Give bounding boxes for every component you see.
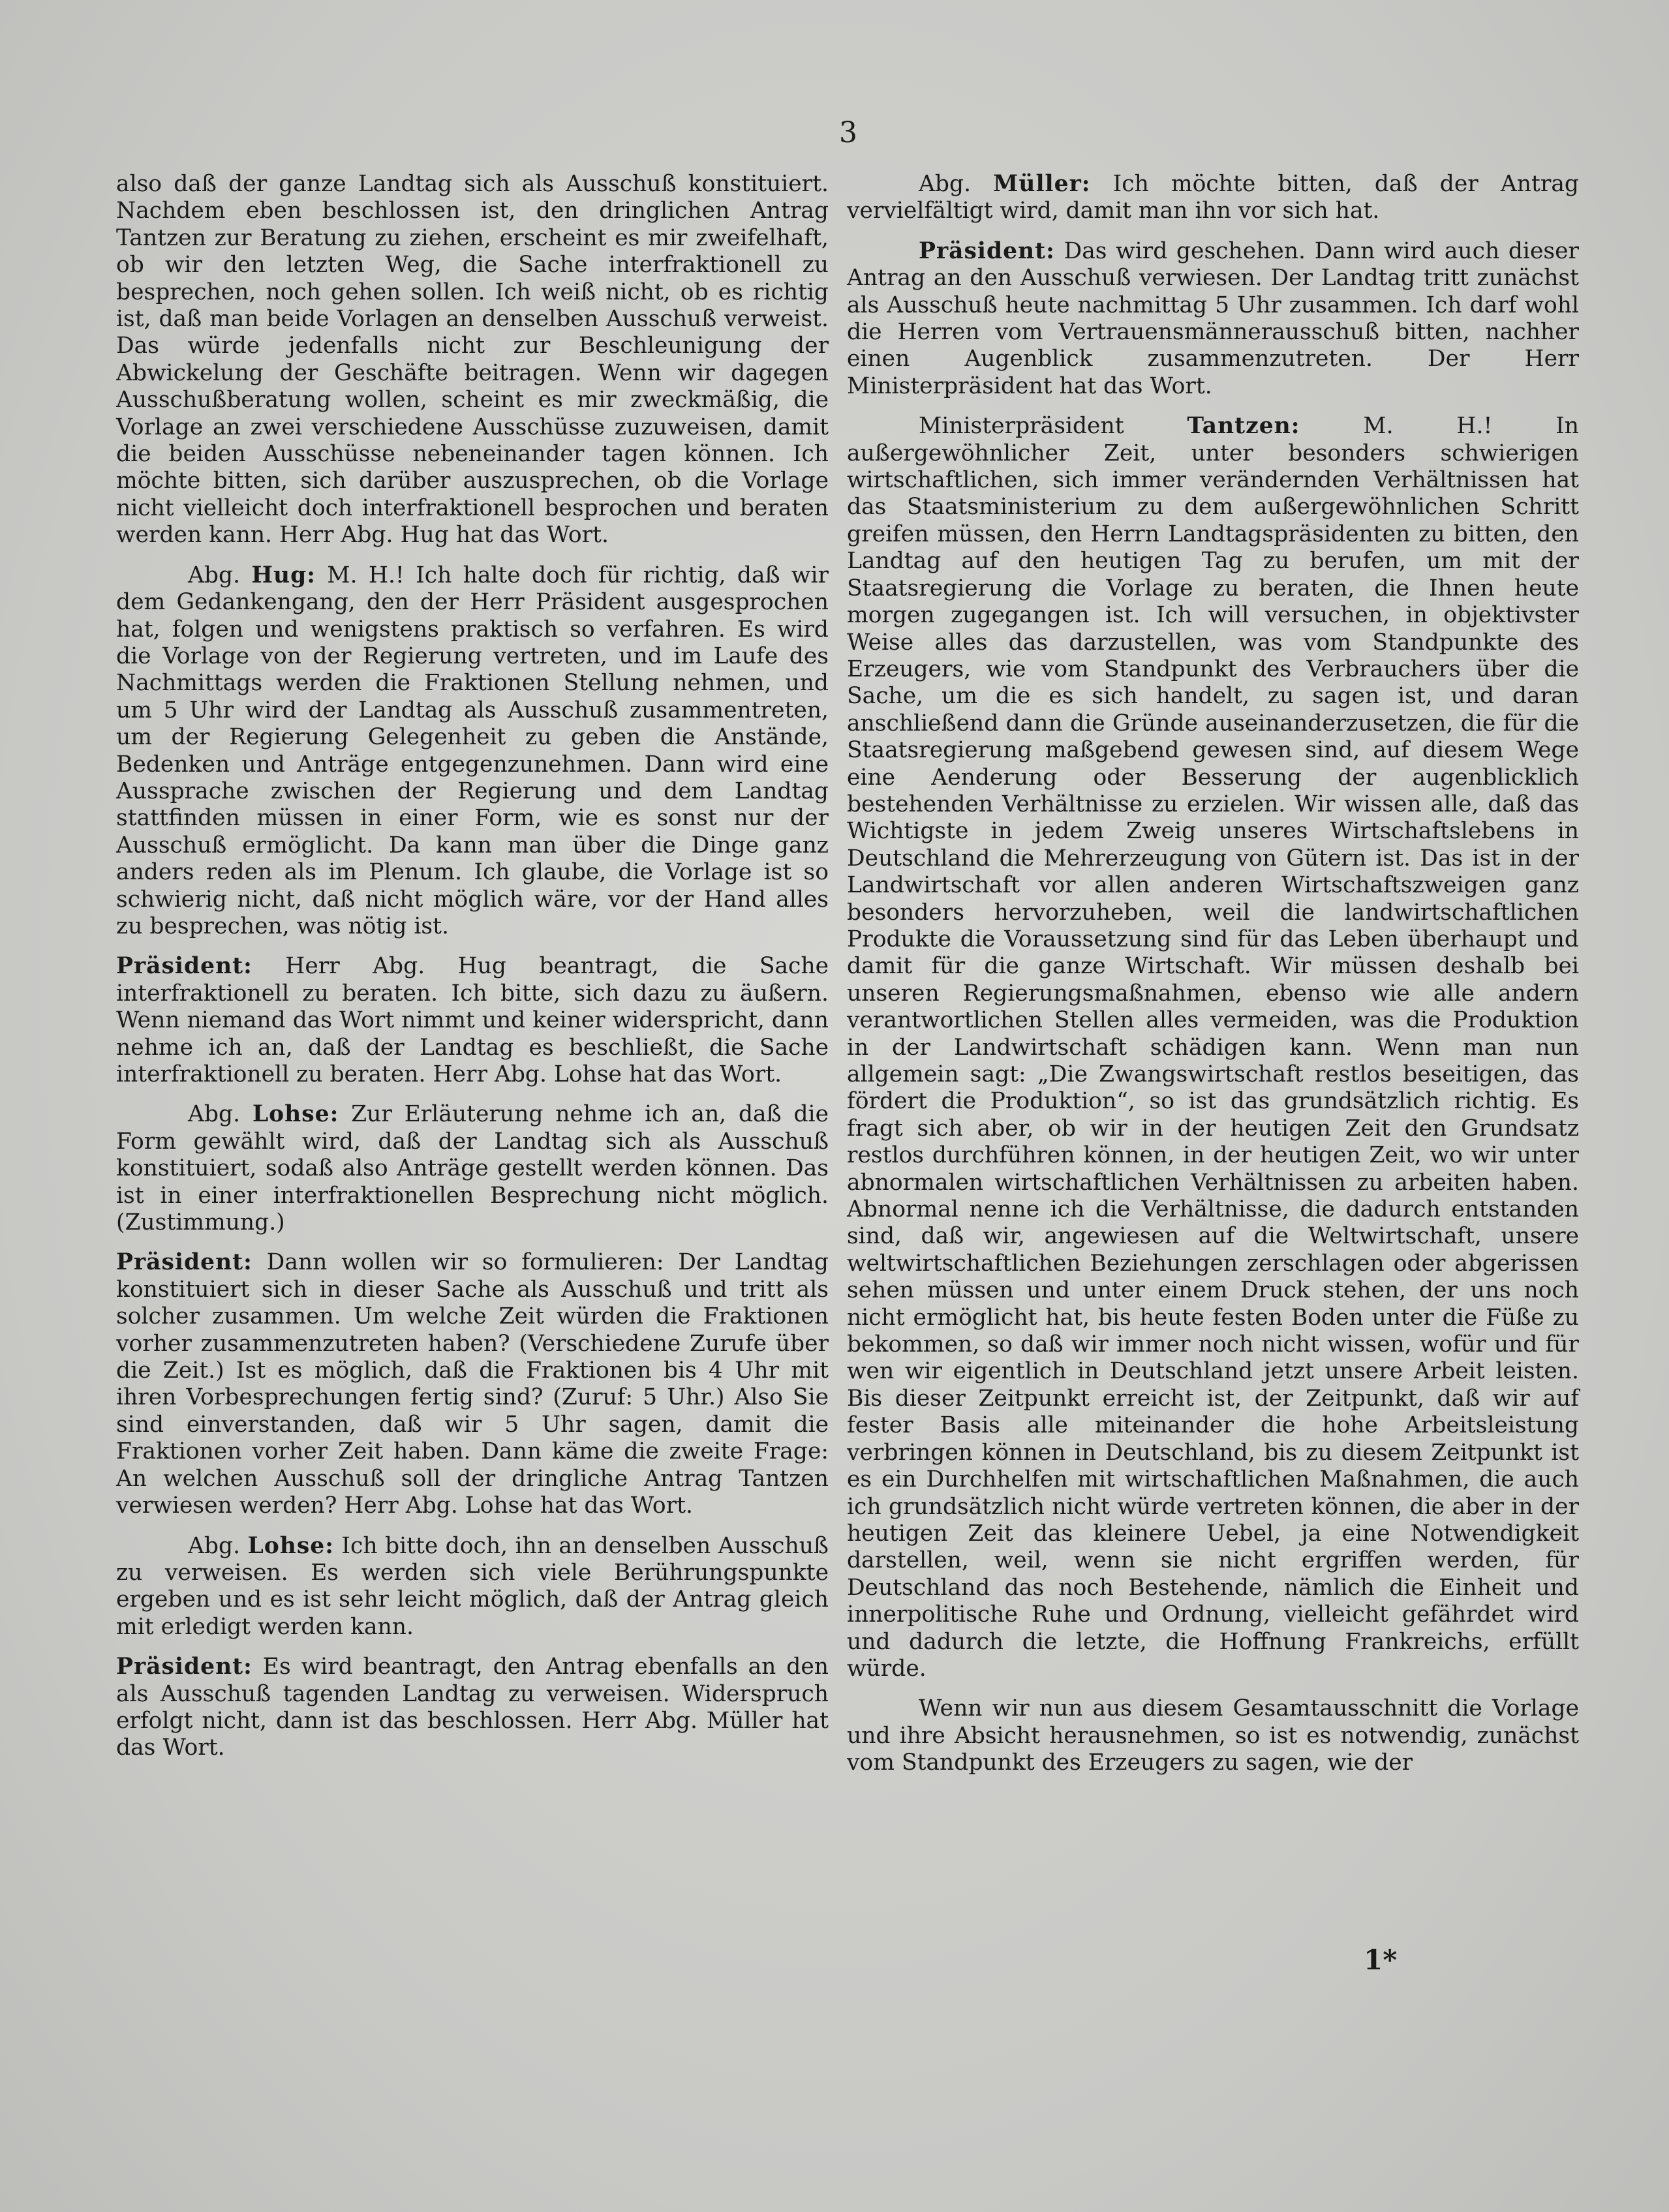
speaker-name: Hug: xyxy=(251,562,316,588)
page-number: 3 xyxy=(839,116,857,149)
speaker-prefix: Abg. xyxy=(919,171,994,197)
speaker-name: Präsident: xyxy=(116,1249,253,1276)
paragraph xyxy=(847,413,1579,1682)
paragraph xyxy=(847,171,1579,225)
paragraph-text: Zur Erläuterung nehme ich an, daß die Form gewählt wird, daß der Landtag sich als Ausschuß konstituiert, sodaß also Anträge gestellt werden können. Das ist in einer interfraktionellen Besprechung nicht möglich. (Zustimmung.) xyxy=(116,1101,829,1236)
speaker-name: Präsident: xyxy=(116,953,253,980)
speaker-prefix: Abg. xyxy=(188,1101,253,1128)
speaker-prefix: Ministerpräsident xyxy=(919,413,1187,440)
paragraph xyxy=(847,1695,1579,1776)
speaker-name: Lohse: xyxy=(252,1101,339,1128)
paragraph xyxy=(116,953,829,1088)
paragraph-text: also daß der ganze Landtag sich als Ausschuß konstituiert. Nachdem eben beschlossen ist, den dringlichen Antrag Tantzen zur Beratung zu ziehen, erscheint es mir zweifelhaft, ob wir den letzten Weg, die Sache interfraktionell zu besprechen, noch gehen sollen. Ich weiß nicht, ob es richtig ist, daß man beide Vorlagen an denselben Ausschuß verweist. Das würde jedenfalls nicht zur Beschleunigung der Abwickelung der Geschäfte beitragen. Wenn wir dagegen Ausschußberatung wollen, scheint es mir zweckmäßig, die Vorlage an zwei verschiedene Ausschüsse zuzuweisen, damit die beiden Ausschüsse nebeneinander tagen können. Ich möchte bitten, sich darüber auszusprechen, ob die Vorlage nicht vielleicht doch interfraktionell besprochen und beraten werden kann. Herr Abg. Hug hat das Wort. xyxy=(116,171,829,549)
paragraph xyxy=(116,1654,829,1762)
paragraph xyxy=(116,171,829,549)
paragraph-text: Herr Abg. Hug beantragt, die Sache interfraktionell zu beraten. Ich bitte, sich dazu zu äußern. Wenn niemand das Wort nimmt und keiner widerspricht, dann nehme ich an, daß der Landtag es beschließt, die Sache interfraktionell zu beraten. Herr Abg. Lohse hat das Wort. xyxy=(116,953,829,1087)
paragraph-text: Ich möchte bitten, daß der Antrag vervielfältigt wird, damit man ihn vor sich hat. xyxy=(847,171,1579,224)
paragraph-text: M. H.! Ich halte doch für richtig, daß wir dem Gedankengang, den der Herr Präsident ausgesprochen hat, folgen und wenigstens praktisch so verfahren. Es wird die Vorlage von der Regierung vertreten, und im Laufe des Nachmittags werden die Fraktionen Stellung nehmen, und um 5 Uhr wird der Landtag als Ausschuß zusammentreten, um der Regierung Gelegenheit zu geben die Anstände, Bedenken und Anträge entgegenzunehmen. Dann wird eine Aussprache zwischen der Regierung und dem Landtag stattfinden müssen in einer Form, wie es sonst nur der Ausschuß ermöglicht. Da kann man über die Dinge ganz anders reden als im Plenum. Ich glaube, die Vorlage ist so schwierig nicht, daß nicht möglich wäre, vor der Hand alles zu besprechen, was nötig ist. xyxy=(116,562,829,939)
speaker-name: Präsident: xyxy=(116,1654,253,1680)
speaker-name: Müller: xyxy=(993,171,1091,197)
paragraph-text: Das wird geschehen. Dann wird auch dieser Antrag an den Ausschuß verwiesen. Der Landtag tritt zunächst als Ausschuß heute nachmittag 5 Uhr zusammen. Ich darf wohl die Herren vom Vertrauensmännerausschuß bitten, nachher einen Augenblick zusammenzutreten. Der Herr Ministerpräsident hat das Wort. xyxy=(847,237,1579,399)
paragraph-text: Ich bitte doch, ihn an denselben Ausschuß zu verweisen. Es werden sich viele Berührungspunkte ergeben und es ist sehr leicht möglich, daß der Antrag gleich mit erledigt werden kann. xyxy=(116,1532,829,1640)
sheet-signature: 1* xyxy=(1364,1944,1398,1976)
speaker-name: Lohse: xyxy=(247,1532,334,1559)
paragraph xyxy=(847,238,1579,400)
paragraph xyxy=(116,1249,829,1519)
right-column xyxy=(847,171,1579,1790)
paragraph-text: Es wird beantragt, den Antrag ebenfalls an den als Ausschuß tagenden Landtag zu verweisen. Widerspruch erfolgt nicht, dann ist das beschlossen. Herr Abg. Müller hat das Wort. xyxy=(116,1654,829,1761)
left-column xyxy=(116,171,829,1775)
paragraph xyxy=(116,562,829,941)
speaker-name: Tantzen: xyxy=(1187,413,1300,440)
paragraph xyxy=(116,1101,829,1236)
paragraph-text: Wenn wir nun aus diesem Gesamtausschnitt die Vorlage und ihre Absicht herausnehmen, so ist es notwendig, zunächst vom Standpunkt des Erzeugers zu sagen, wie der xyxy=(847,1695,1579,1776)
speaker-prefix: Abg. xyxy=(188,562,252,588)
paragraph-text: M. H.! In außergewöhnlicher Zeit, unter besonders schwierigen wirtschaftlichen, sich immer verändernden Verhältnissen hat das Staatsministerium zu dem außergewöhnlichen Schritt greifen müssen, den Herrn Landtagspräsidenten zu bitten, den Landtag auf den heutigen Tag zu berufen, um mit der Staatsregierung die Vorlage zu beraten, die Ihnen heute morgen zugegangen ist. Ich will versuchen, in objektivster Weise alles das darzustellen, was vom Standpunkte des Erzeugers, wie vom Standpunkt des Verbrauchers über die Sache, um die es sich handelt, zu sagen ist, und daran anschließend dann die Gründe auseinanderzusetzen, die für die Staatsregierung maßgebend gewesen sind, auf diesem Wege eine Aenderung oder Besserung der augenblicklich bestehenden Verhältnisse zu erzielen. Wir wissen alle, daß das Wichtigste in jedem Zweig unseres Wirtschaftslebens in Deutschland die Mehrerzeugung von Gütern ist. Das ist in der Landwirtschaft vor allen anderen Wirtschaftszweigen ganz besonders hervorzuheben, weil die landwirtschaftlichen Produkte die Voraussetzung sind für das Leben überhaupt und damit für die ganze Wirtschaft. Wir müssen deshalb bei unseren Regierungsmaßnahmen, ebenso wie alle andern verantwortlichen Stellen alles vermeiden, was die Produktion in der Landwirtschaft schädigen kann. Wenn man nun allgemein sagt: „Die Zwangswirtschaft restlos beseitigen, das fördert die Produktion“, so ist das grundsätzlich richtig. Es fragt sich aber, ob wir in der heutigen Zeit den Grundsatz restlos durchführen können, in der heutigen Zeit, wo wir unter abnormalen wirtschaftlichen Verhältnissen zu arbeiten haben. Abnormal nenne ich die Verhältnisse, die dadurch entstanden sind, daß wir, angewiesen auf die Weltwirtschaft, unsere weltwirtschaftlichen Beziehungen zerschlagen oder abgerissen sehen müssen und unter einem Druck stehen, der uns noch nicht ermöglicht hat, bis heute festen Boden unter die Füße zu bekommen, so daß wir immer noch nicht wissen, wofür und für wen wir eigentlich in Deutschland jetzt unsere Arbeit leisten. Bis dieser Zeitpunkt erreicht ist, der Zeitpunkt, daß wir auf fester Basis alle miteinander die hohe Arbeitsleistung verbringen können in Deutschland, bis zu diesem Zeitpunkt ist es ein Durchhelfen mit wirtschaftlichen Maßnahmen, die auch ich grundsätzlich nicht würde vertreten können, die aber in der heutigen Zeit das kleinere Uebel, ja eine Notwendigkeit darstellen, weil, wenn sie nicht ergriffen werden, für Deutschland das noch Bestehende, nämlich die Einheit und innerpolitische Ruhe und Ordnung, vielleicht gefährdet wird und dadurch die letzte, die Hoffnung Frankreichs, erfüllt würde. xyxy=(847,413,1579,1682)
speaker-name: Präsident: xyxy=(919,237,1055,264)
speaker-prefix: Abg. xyxy=(188,1532,248,1559)
paragraph-text: Dann wollen wir so formulieren: Der Landtag konstituiert sich in dieser Sache als Ausschuß und tritt als solcher zusammen. Um welche Zeit würden die Fraktionen vorher zusammenzutreten haben? (Verschiedene Zurufe über die Zeit.) Ist es möglich, daß die Fraktionen bis 4 Uhr mit ihren Vorbesprechungen fertig sind? (Zuruf: 5 Uhr.) Also Sie sind einverstanden, daß wir 5 Uhr sagen, damit die Fraktionen vorher Zeit haben. Dann käme die zweite Frage: An welchen Ausschuß soll der dringliche Antrag Tantzen verwiesen werden? Herr Abg. Lohse hat das Wort. xyxy=(116,1249,829,1519)
paragraph xyxy=(116,1533,829,1641)
